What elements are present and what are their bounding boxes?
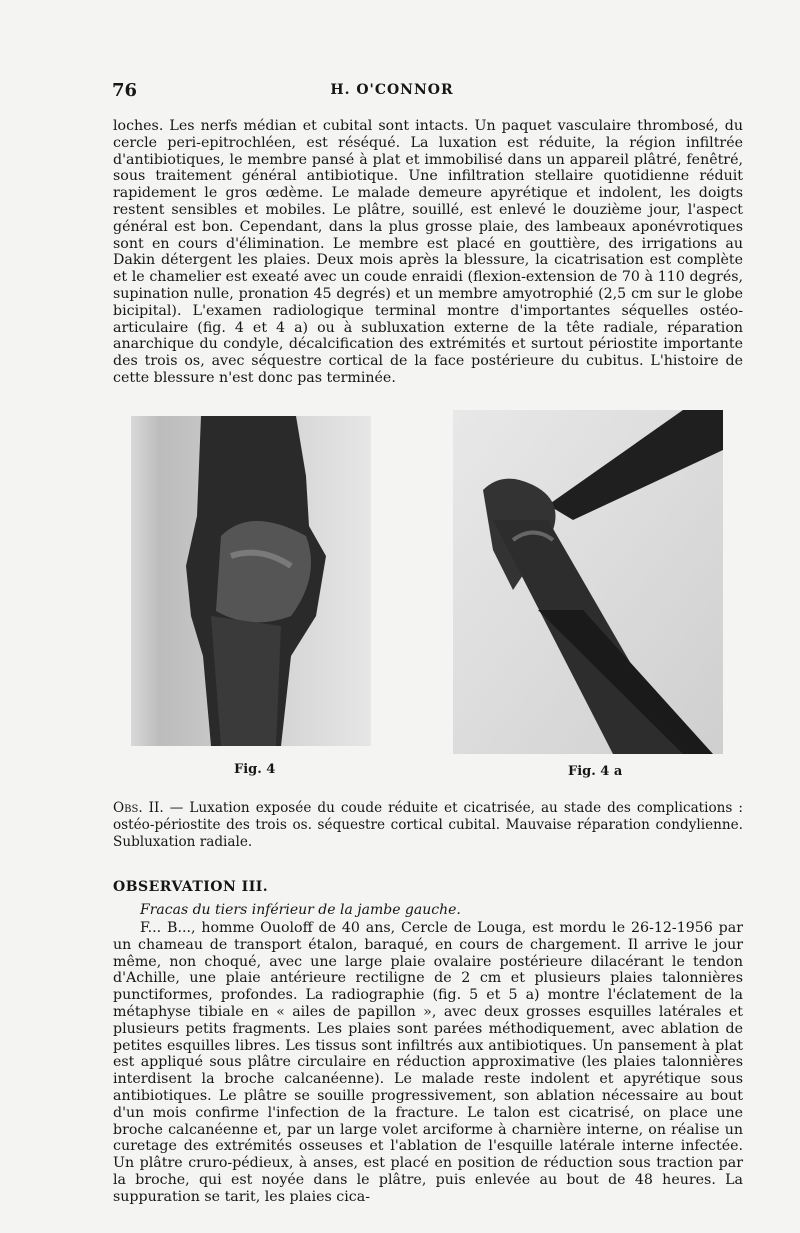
running-head: H. O'CONNOR [330,82,454,98]
page-number: 76 [112,80,138,101]
section-heading: OBSERVATION III. [113,879,269,895]
figure-4a-label: Fig. 4 a [568,764,623,779]
figure-caption [113,800,743,850]
section-subtitle: Fracas du tiers inférieur de la jambe gauche. [140,902,461,918]
figure-4-label: Fig. 4 [234,762,276,777]
caption-text: — Luxation exposée du coude réduite et cicatrisée, au stade des complications : ostéo-périostite des trois os. séquestre cortical cubital. Mauvaise réparation condylienne. Subluxation radiale. [113,800,743,850]
page-header [112,80,672,104]
paragraph-observation-iii: F... B..., homme Ouoloff de 40 ans, Cercle de Louga, est mordu le 26-12-1956 par un chameau de transport étalon, baraqué, en cours de chargement. Il arrive le jour même, non choqué, avec une large plaie ovalaire postérieure dilacérant le tendon d'Achille, une plaie antérieure rectiligne de 2 cm et plusieurs plaies talonnières punctiformes, profondes. La radiographie (fig. 5 et 5 a) montre l'éclatement de la métaphyse tibiale en « ailes de papillon », avec deux grosses esquilles latérales et plusieurs petits fragments. Les plaies sont parées méthodiquement, avec ablation de petites esquilles libres. Les tissus sont infiltrés aux antibiotiques. Un pansement à plat est appliqué sous plâtre circulaire en réduction approximative (les plaies talonnières interdisent la broche calcanéenne). Le malade reste indolent et apyrétique sous antibiotiques. Le plâtre se souille progressivement, son ablation nécessaire au bout d'un mois confirme l'infection de la fracture. Le talon est cicatrisé, on place une broche calcanéenne et, par un large volet arciforme à charnière interne, on réalise un curetage des extrémités osseuses et l'ablation de l'esquille latérale interne infectée. Un plâtre cruro-pédieux, à anses, est placé en position de réduction sous traction par la broche, qui est noyée dans le plâtre, puis enlevée au bout de 48 heures. La suppuration se tarit, les plaies cica- [113,920,743,1205]
paragraph-observation-ii-end: loches. Les nerfs médian et cubital sont intacts. Un paquet vasculaire thrombosé, du cercle peri-epitrochléen, est réséqué. La luxation est réduite, la région infiltrée d'antibiotiques, le membre pansé à plat et immobilisé dans un appareil plâtré, fenêtré, sous traitement général antibiotique. Une infiltration stellaire quotidienne réduit rapidement le gros œdème. Le malade demeure apyrétique et indolent, les doigts restent sensibles et mobiles. Le plâtre, souillé, est enlevé le douzième jour, l'aspect général est bon. Cependant, dans la plus grosse plaie, des lambeaux aponévrotiques sont en cours d'élimination. Le membre est placé en gouttière, des irrigations au Dakin détergent les plaies. Deux mois après la blessure, la cicatrisation est complète et le chamelier est exeaté avec un coude enraidi (flexion-extension de 70 à 110 degrés, supination nulle, pronation 45 degrés) et un membre amyotrophié (2,5 cm sur le globe bicipital). L'examen radiologique terminal montre d'importantes séquelles ostéo-articulaire (fig. 4 et 4 a) ou à subluxation externe de la tête radiale, réparation anarchique du condyle, décalcification des extrémités et surtout périostite importante des trois os, avec séquestre cortical de la face postérieure du cubitus. L'histoire de cette blessure n'est donc pas terminée. [113,118,743,386]
figures-block [113,404,743,794]
caption-obs-label: Obs. II. [113,800,164,816]
xray-figure-4a [453,410,723,754]
xray-figure-4 [131,416,371,746]
